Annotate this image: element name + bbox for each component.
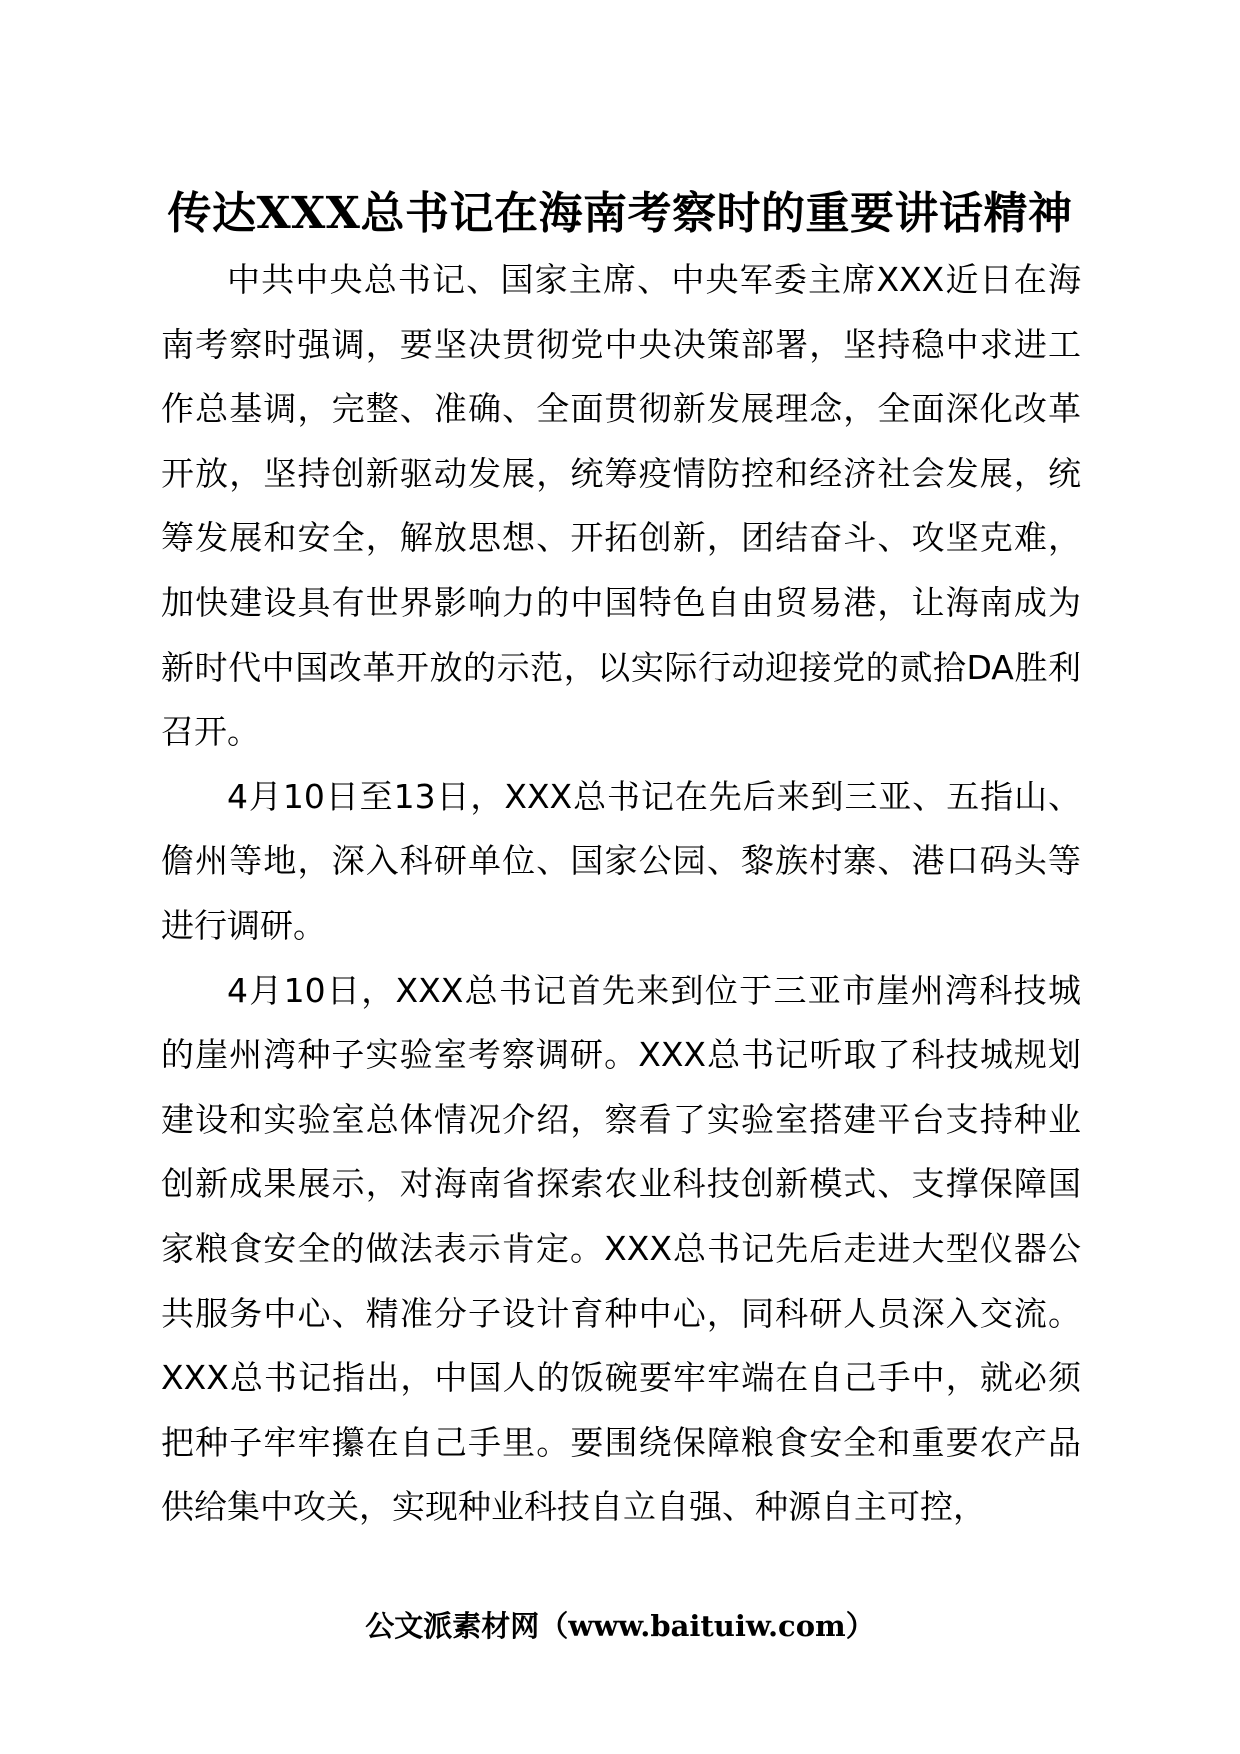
paragraph-3: 4月10日，XXX总书记首先来到位于三亚市崖州湾科技城的崖州湾种子实验室考察调研。XXX总书记听取了科技城规划建设和实验室总体情况介绍，察看了实验室搭建平台支持种业创新成果展示，对海南省探索农业科技创新模式、支撑保障国家粮食安全的做法表示肯定。XXX总书记先后走进大型仪器公共服务中心、精准分子设计育种中心，同科研人员深入交流。XXX总书记指出，中国人的饭碗要牢牢端在自己手中，就必须把种子牢牢攥在自己手里。要围绕保障粮食安全和重要农产品供给集中攻关，实现种业科技自立自强、种源自主可控， (161, 970, 1081, 1527)
document-title: 传达XXX总书记在海南考察时的重要讲话精神 (167, 188, 1073, 239)
document-body (161, 248, 1081, 1540)
paragraph-2: 4月10日至13日，XXX总书记在先后来到三亚、五指山、儋州等地，深入科研单位、国家公园、黎族村寨、港口码头等进行调研。 (161, 776, 1081, 945)
footer-watermark: 公文派素材网（www.baituiw.com） (365, 1609, 875, 1643)
paragraph-1: 中共中央总书记、国家主席、中央军委主席XXX近日在海南考察时强调，要坚决贯彻党中央决策部署，坚持稳中求进工作总基调，完整、准确、全面贯彻新发展理念，全面深化改革开放，坚持创新驱动发展，统筹疫情防控和经济社会发展，统筹发展和安全，解放思想、开拓创新，团结奋斗、攻坚克难，加快建设具有世界影响力的中国特色自由贸易港，让海南成为新时代中国改革开放的示范，以实际行动迎接党的贰拾DA胜利召开。 (161, 260, 1081, 752)
